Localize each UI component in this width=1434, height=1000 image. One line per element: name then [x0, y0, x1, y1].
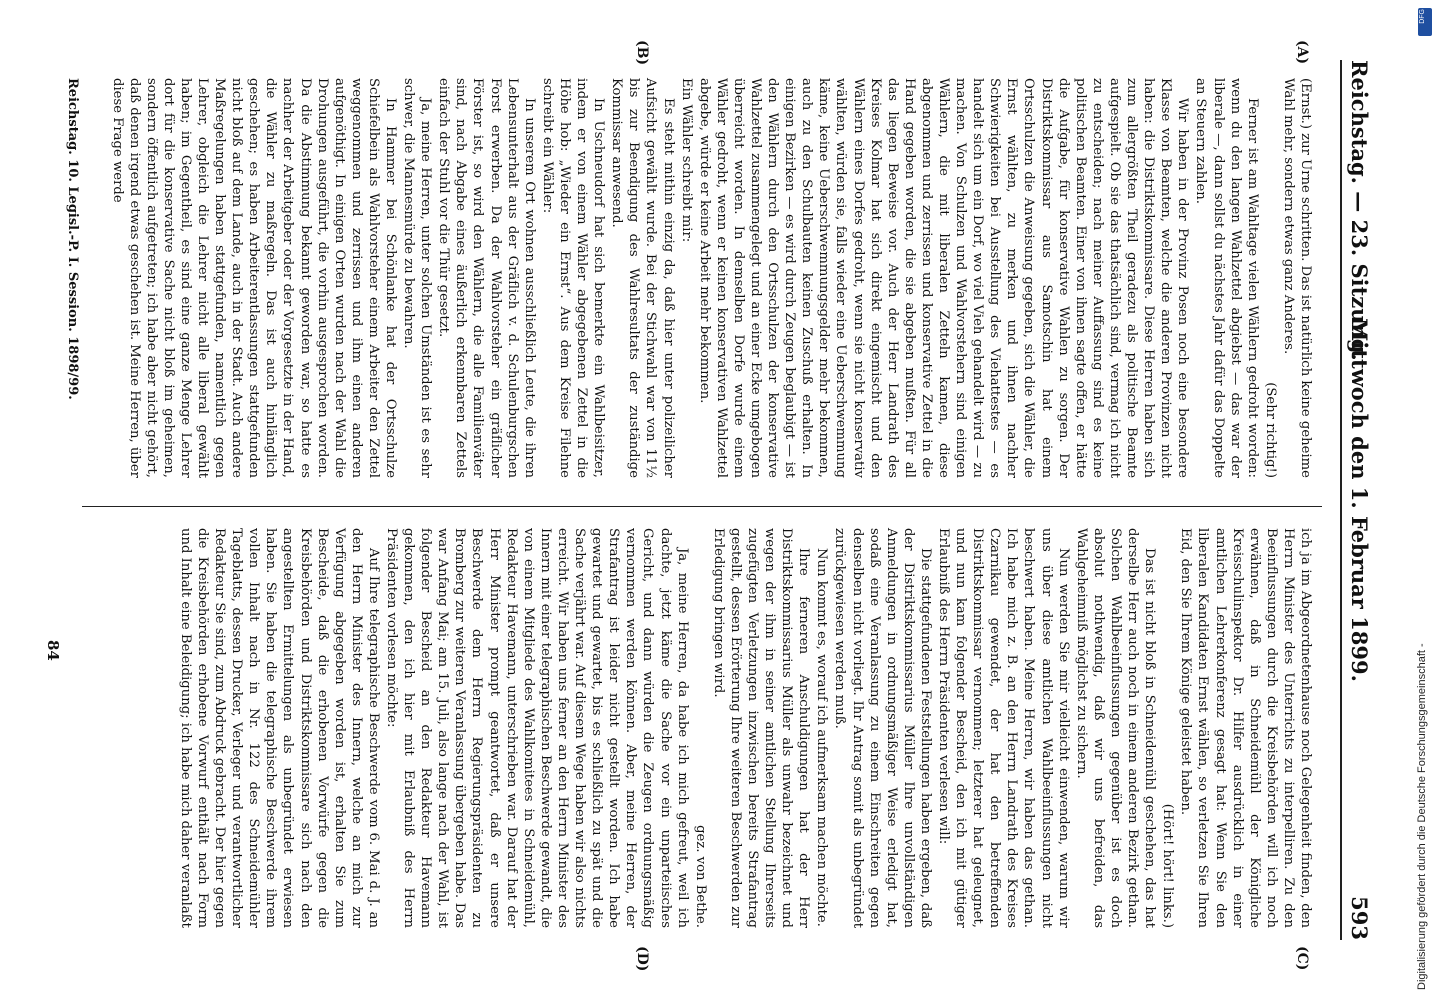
dfg-logo-text: DFG	[1419, 9, 1426, 24]
paragraph: Das ist nicht bloß in Schneidemühl geschehen, das hat derselbe Herr auch noch in einem anderen Bezirk gethan. Solchen Wahlbeeinflussungen gegenüber ist es doch absolut nothwendig, daß wir uns befreiden, das Wahlgeheimniß möglichst zu sichern.	[1073, 528, 1158, 928]
interjection: (Sehr richtig!)	[1262, 382, 1278, 478]
dfg-logo	[1418, 8, 1432, 36]
paragraph: Wir haben in der Provinz Posen noch eine besondere Klasse von Beamten, welche die anderen Provinzen nicht haben: die Distriktskommissare. Diese Herren haben sich zum allergrößten Theil geradezu als politische Beamte aufgespielt. Ob sie das thatsächlich sind, vermag ich nicht zu entscheiden; nach meiner Auffassung sind es keine politischen Beamten. Einer von ihnen sagte offen, er hätte die Aufgabe, für konservative Wahlen zu sorgen. Der Distriktskommissar aus Samotschin hat einem Ortsschulzen die Anweisung gegeben, sich die Wähler, die Ernst wählten, zu merken und ihnen nachher Schwierigkeiten bei Ausstellung des Viehattestes — es handelt sich um ein Dorf, wo viel Vieh gehandelt wird — zu machen. Von Schulzen und Wahlvorstehern sind einigen Wählern, die mit liberalen Zetteln kamen, diese abgenommen und zerrissen und konservative Zettel in die Hand gegeben worden, die sie abgeben mußten. Für all das liegen Beweise vor. Auch der Herr Landrath des Kreises Kolmar hat sich direkt eingemischt und den Wählern eines Dorfes gedroht, wenn sie nicht konservativ wählten, würden sie, falls wieder eine Ueberschwemmung käme, keine Ueberschwemmungsgelder mehr bekommen, auch zu den Schulbauten keinen Zuschuß erhalten. In einigen Bezirken — es wird durch Zeugen beglaubigt — ist den Wählern durch den Ortsschulzen der konservative Wahlzettel zusammengelegt und an einer Ecke umgebogen überreicht worden. In demselben Dorfe wurde einem Wähler gedroht, wenn er keinen konservativen Wahlzettel abgebe, würde er keine Arbeit mehr bekommen.	[696, 78, 1191, 478]
paragraph: Ein Wähler schreibt mir:	[678, 78, 694, 243]
paragraph: Ja, meine Herren, unter solchen Umständen ist es sehr schwer, die Mannesmürde zu bewahren.	[401, 78, 434, 478]
margin-marker-a: (A)	[1294, 40, 1310, 65]
quotation: In unserem Ort wohnen ausschließlich Leute, die ihren Lebensunterhalt aus der Gräflich v. d. Schulenburgschen Forst erwerben. Da der Wahlvorsteher ein gräflicher Förster ist, so wird den Wählern, die alle Familienväter sind, nach Abgabe eines äußerlich erkennbaren Zettels einfach der Stuhl vor die Thür gesetzt.	[436, 78, 537, 478]
paragraph: Ferner ist am Wahltage vielen Wählern gedroht worden: wenn du den langen Wahlzettel abgiebst — das war der liberale —, dann sollst du nächstes Jahr dafür das Doppelte an Steuern zahlen.	[1193, 78, 1260, 478]
paragraph: Ja, meine Herren, da habe ich mich gefreut, weil ich dachte, jetzt käme die Sache vor ein unparteiisches Gericht, und dann würden die Zeugen ordnungsmäßig vernommen werden können. Aber, meine Herren, der Strafantrag ist leider nicht gestellt worden. Ich habe gewartet und gewartet, bis es schließlich zu spät und die Sache verjährt war. Auf diesem Wege haben wir also nichts erreicht. Wir haben uns ferner an den Herrn Minister des Innern mit einer telegraphischen Beschwerde gewandt, die von einem Mitgliede des Wahlkomitees in Schneidemühl, Redakteur Havemann, unterschrieben war. Darauf hat der Herr Minister prompt geantwortet, daß er unsere Beschwerde dem Herrn Regierungspräsidenten zu Bromberg zur weiteren Veranlassung übergeben habe. Das war Anfang Mai; am 15. Juli, also lange nach der Wahl, ist folgender Bescheid an den Redakteur Havemann gekommen, den ich hier mit Erlaubniß des Herrn Präsidenten vorlesen möchte:	[384, 528, 690, 928]
paragraph: ich ja im Abgeordnetenhause noch Gelegenheit finden, den Herrn Minister des Unterrichts zu interpelliren. Zu den Beeinflussungen durch die Kreisbehörden will ich noch erwähnen, daß in Schneidemühl der Königliche Kreisschulinspektor Dr. Hilfer ausdrücklich in einer amtlichen Lehrerkonferenz gesagt hat: Wenn Sie den liberalen Kandidaten Ernst wählen, so verletzen Sie Ihren Eid, den Sie Ihrem Könige geleistet haben.	[1178, 528, 1313, 928]
page-footer: Reichstag. 10. Legisl.-P. I. Session. 1898/99.	[65, 78, 80, 400]
margin-marker-c: (C)	[1294, 946, 1310, 971]
quotation: Die stattgefundenen Feststellungen haben ergeben, daß der Distriktskommissarius Müller Ihre unvollständigen Anmeldungen in ordnungsmäßiger Weise erledigt hat, sodaß eine Veranlassung zu einem Einschreiten gegen denselben nicht vorliegt. Ihr Antrag somit als unbegründet zurückgewiesen werden muß.	[832, 528, 933, 928]
header-left: Reichstag. — 23. Sitzung.	[1347, 60, 1372, 361]
printer-signature: 84	[44, 640, 62, 661]
paragraph: In Uschneudorf hat sich bemerkte ein Wahlbeisitzer, indem er von einem Wähler abgegebenen Zettel in die Höhe hob: „Wieder ein Ernst“. Aus dem Kreise Filehne schreibt ein Wähler:	[539, 78, 607, 478]
signature-line: gez. von Bethe.	[692, 825, 708, 928]
paragraph: Nun kommt es, worauf ich aufmerksam machen möchte.	[814, 548, 830, 927]
margin-marker-d: (D)	[634, 946, 650, 972]
credit-text: Digitalisierung gefördert durch die Deutsche Forschungsgemeinschaft -	[1416, 643, 1428, 990]
left-column	[107, 78, 1314, 478]
column-divider	[82, 506, 1322, 507]
paragraph: Nun werden Sie mir vielleicht einwenden, warum wir uns über diese amtlichen Wahlbeeinflussungen nicht beschwert haben. Meine Herren, wir haben das gethan. Ich habe mich z. B. an den Herrn Landrath des Kreises Czarnikau gewendet, der hat den betreffenden Distriktskommissar vernommen; letzterer hat geleugnet, und nun kam folgender Bescheid, den ich mit gütiger Erlaubniß des Herrn Präsidenten verlesen will:	[936, 528, 1071, 928]
margin-marker-b: (B)	[634, 40, 650, 66]
paragraph: (Ernst.) zur Urne schritten. Das ist natürlich keine geheime Wahl mehr, sondern etwas ganz Anderes.	[1280, 78, 1313, 478]
paragraph: In Hammer bei Schönlanke hat der Ortsschulze Schiefelbein als Wahlvorsteher einem Arbeiter den Zettel weggenommen und zerrissen und ihm einen anderen aufgenöthigt. In einigen Orten wurden nach der Wahl die Drohungen ausgeführt, die vorhin ausgesprochen worden. Da die Abstimmung bekannt geworden war, so hatte es nachher der Arbeitgeber oder der Vorgesetzte in der Hand, die Wähler zu maßregeln. Das ist auch hinlänglich geschehen; es haben Arbeiterentlassungen stattgefunden nicht bloß auf dem Lande, auch in der Stadt. Auch andere Maßregelungen haben stattgefunden, namentlich gegen Lehrer, obgleich die Lehrer nicht alle liberal gewählt haben; im Gegentheil, es sind eine ganze Menge Lehrer dort für die konservative Sache nicht bloß im geheimen, sondern öffentlich aufgetreten; ich habe aber nicht gehört, daß denen irgend etwas geschehen ist. Meine Herren, über diese Frage werde	[109, 78, 399, 478]
interjection: (Hört! hört! links.)	[1160, 803, 1176, 928]
page-number: 593	[1347, 896, 1372, 940]
digitization-credit	[1414, 0, 1434, 1000]
right-column	[176, 528, 1314, 928]
running-head	[1340, 60, 1374, 940]
quotation: Es steht mithin einzig da, daß hier unter polizeilicher Aufsicht gewählt wurde. Bei der Stichwahl war von 11½ bis zur Beendigung des Wahlresultats der zuständige Kommissar anwesend.	[609, 78, 676, 478]
quotation: Auf Ihre telegraphische Beschwerde vom 6. Mai d. J. an den Herrn Minister des Innern, welche an mich zur Verfügung abgegeben worden ist, erhalten Sie zum Bescheide, daß die erhobenen Vorwürfe gegen die Kreisbehörden und Distriktskommissare sich nach den angestellten Ermittelungen als unbegründet erwiesen haben. Sie haben die telegraphische Beschwerde ihrem vollen Inhalt nach in Nr. 122 des Schneidemühler Tageblatts, dessen Drucker, Verleger und verantwortlicher Redakteur Sie sind, zum Abdruck gebracht. Der hier gegen die Kreisbehörden erhobene Vorwurf enthält nach Form und Inhalt eine Beleidigung; ich habe mich daher veranlaßt	[177, 528, 381, 928]
quotation: Ihre ferneren Anschuldigungen hat der Herr Distriktskommissarius Müller als unwahr bezeichnet und wegen der ihm in seiner amtlichen Stellung Ihrerseits zugefügten Verletzungen inzwischen bereits Strafantrag gestellt, dessen Erörterung Ihre weiteren Beschwerden zur Erledigung bringen wird.	[710, 528, 812, 928]
header-date: Mittwoch den 1. Februar 1899.	[1347, 318, 1372, 682]
